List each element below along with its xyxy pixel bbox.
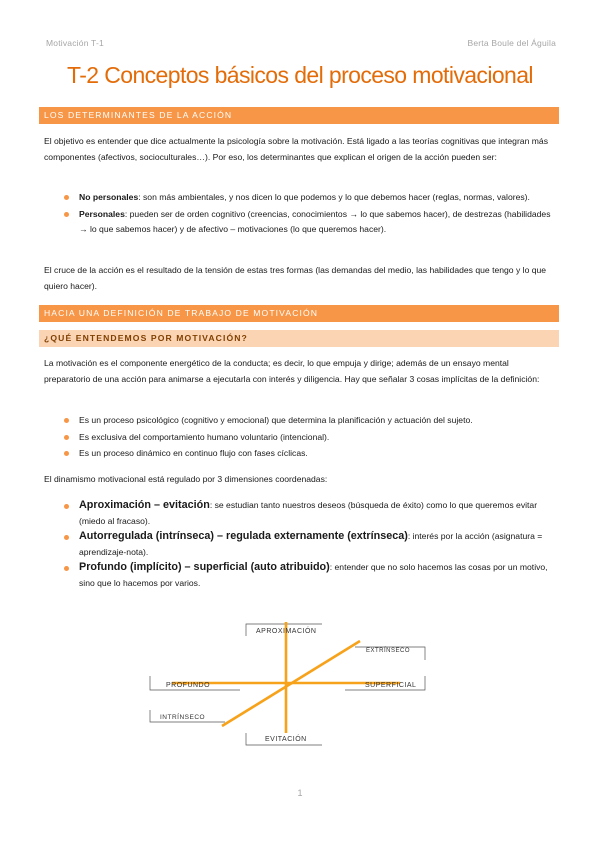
page-title: T-2 Conceptos básicos del proceso motivacional xyxy=(67,62,533,88)
dimension-text: : entender que no solo hacemos las cosas por un motivo, sino que lo hacemos por varios. xyxy=(79,562,548,588)
section-heading-definicion: HACIA UNA DEFINICIÓN DE TRABAJO DE MOTIVACIÓN xyxy=(39,305,559,322)
label-superficial: SUPERFICIAL xyxy=(365,682,417,689)
dimension-name: Profundo (implícito) – superficial (auto atribuido) xyxy=(79,561,330,574)
label-aproximacion: APROXIMACIÓN xyxy=(256,628,317,635)
label-extrinseco: EXTRÍNSECO xyxy=(366,648,411,654)
section1-closing: El cruce de la acción es el resultado de la tensión de estas tres formas (las demandas del medio, las habilidades que tengo y lo que quiero hacer). xyxy=(44,265,547,291)
header-right: Berta Boule del Águila xyxy=(467,38,556,48)
list-item: Es un proceso dinámico en continuo flujo con fases cíclicas. xyxy=(64,446,554,462)
dynamics-text: El dinamismo motivacional está regulado por 3 dimensiones coordenadas: xyxy=(44,474,328,484)
list-item: Es exclusiva del comportamiento humano voluntario (intencional). xyxy=(64,430,554,446)
bullet-text: : pueden ser de orden cognitivo (creencias, conocimientos → lo que sabemos hacer), de destrezas (habilidades → lo que sabemos hacer) y de afectivo – motivaciones (lo que queremos hacer). xyxy=(79,208,551,235)
header-left: Motivación T-1 xyxy=(46,38,104,48)
label-evitacion: EVITACIÓN xyxy=(265,736,307,743)
bullet-term: No personales xyxy=(79,192,139,202)
page-number: 1 xyxy=(297,788,303,798)
bullet-term: Personales xyxy=(79,208,125,219)
list-item: Es un proceso psicológico (cognitivo y emocional) que determina la planificación y actuación del sujeto. xyxy=(64,413,554,429)
label-intrinseco: INTRÍNSECO xyxy=(160,714,206,721)
bullet-text: : son más ambientales, y nos dicen lo que podemos y lo que debemos hacer (reglas, normas, valores). xyxy=(138,192,530,202)
section-heading-determinantes: LOS DETERMINANTES DE LA ACCIÓN xyxy=(39,107,559,124)
dimension-text: : se estudian tanto nuestros deseos (búsqueda de éxito) como lo que queremos evitar (miedo al fracaso). xyxy=(79,500,538,526)
dimension-text: : interés por la acción (asignatura = aprendizaje-nota). xyxy=(79,531,543,557)
section1-intro: El objetivo es entender que dice actualmente la psicología sobre la motivación. Está ligado a las teorías cognitivas que integran más componentes (afectivos, socioculturales…). Por eso, los determinantes que explican el origen de la acción pueden ser: xyxy=(44,136,548,162)
section2-intro: La motivación es el componente energético de la conducta; es decir, lo que empuja y dirige; además de un ensayo mental preparatorio de una acción para animarse a ejecutarla con interés y diligencia. Hay que señalar 3 cosas implícitas de la definición: xyxy=(44,358,540,384)
dimension-name: Autorregulada (intrínseca) – regulada externamente (extrínseca) xyxy=(79,530,408,543)
dimension-name: Aproximación – evitación xyxy=(79,499,210,511)
subheading-que-entendemos: ¿QUÉ ENTENDEMOS POR MOTIVACIÓN? xyxy=(39,330,559,347)
label-profundo: PROFUNDO xyxy=(166,682,211,689)
